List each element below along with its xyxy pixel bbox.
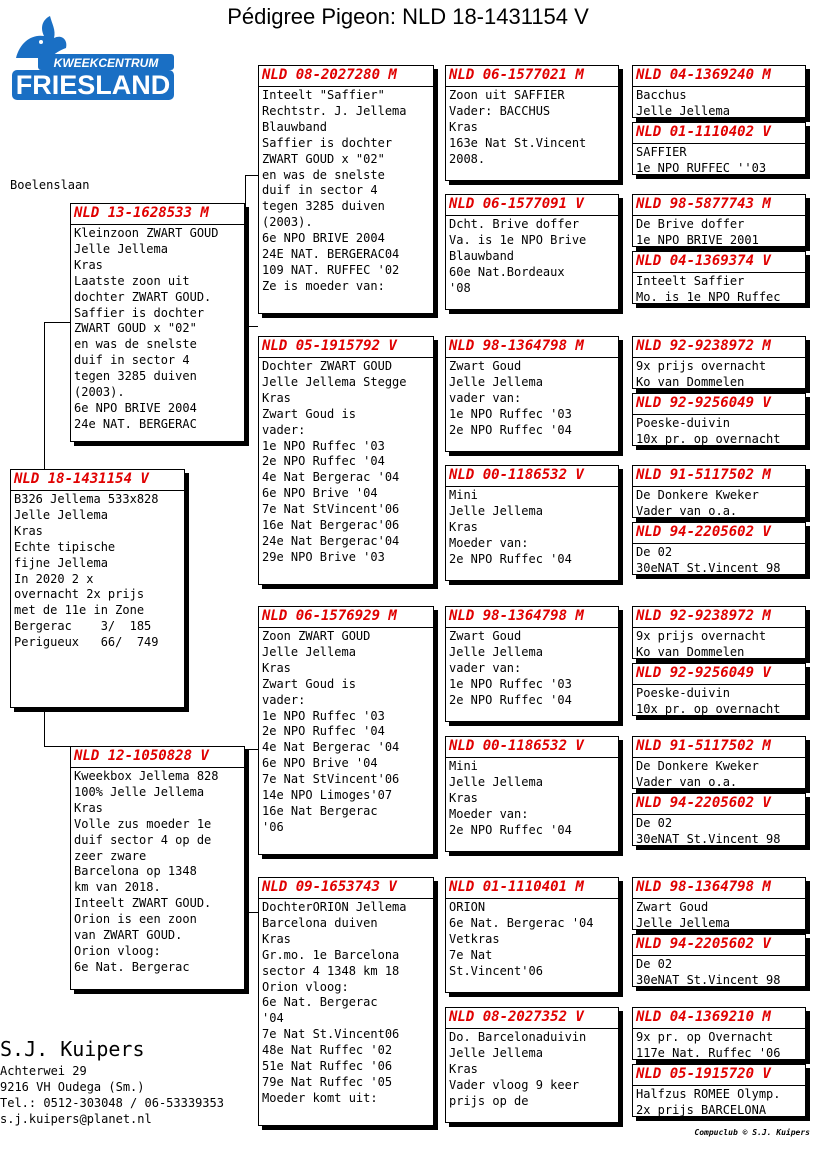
pigeon-notes bbox=[633, 899, 805, 932]
note-line: 30eNAT St.Vincent 98 bbox=[636, 972, 781, 987]
note-line: Kras bbox=[74, 257, 103, 272]
note-line: Barcelona op 1348 bbox=[74, 864, 197, 879]
pigeon-card-gggp7 bbox=[632, 465, 806, 518]
owner-address: Achterwei 29 bbox=[0, 1064, 87, 1078]
credit-text: Compuclub © S.J. Kuipers bbox=[694, 1128, 810, 1137]
owner-block bbox=[0, 1037, 224, 1127]
note-line: Inteelt "Saffier" bbox=[262, 88, 385, 102]
owner-email[interactable]: s.j.kuipers@planet.nl bbox=[0, 1112, 152, 1126]
ring-number: NLD 04-1369240 M bbox=[633, 66, 805, 87]
note-line: 2e NPO Ruffec '04 bbox=[449, 551, 572, 566]
note-line: 2e NPO Ruffec '04 bbox=[449, 422, 572, 437]
note-line: Orion vloog: bbox=[262, 979, 349, 994]
note-line: ZWART GOUD x "02" bbox=[262, 151, 385, 166]
pigeon-card-gp4 bbox=[258, 877, 434, 1126]
note-line: Saffier is dochter bbox=[74, 305, 205, 320]
note-line: Jelle Jellema bbox=[449, 503, 543, 518]
pigeon-notes bbox=[259, 628, 433, 836]
note-line: Mini bbox=[449, 488, 478, 502]
note-line: Gr.mo. 1e Barcelona bbox=[262, 947, 400, 962]
note-line: vader: bbox=[262, 692, 306, 707]
pigeon-card-gggp1 bbox=[632, 65, 806, 118]
note-line: 2e NPO Ruffec '04 bbox=[262, 454, 385, 469]
note-line: 2008. bbox=[449, 151, 486, 166]
pigeon-notes bbox=[259, 899, 433, 1107]
note-line: 60e Nat.Bordeaux bbox=[449, 264, 565, 279]
note-line: Rechtstr. J. Jellema bbox=[262, 103, 407, 118]
note-line: Kras bbox=[14, 523, 43, 538]
note-line: 6e NPO Brive '04 bbox=[262, 486, 378, 501]
note-line: 24E NAT. BERGERAC04 bbox=[262, 247, 400, 262]
pigeon-notes bbox=[446, 758, 618, 839]
note-line: 16e Nat Bergerac'06 bbox=[262, 518, 400, 533]
note-line: 16e Nat Bergerac bbox=[262, 803, 378, 818]
owner-city: 9216 VH Oudega (Sm.) bbox=[0, 1080, 145, 1094]
note-line: Vader van o.a. bbox=[636, 503, 738, 518]
pigeon-card-ggp2 bbox=[445, 194, 619, 310]
note-line: Mo. is 1e NPO Ruffec bbox=[636, 289, 781, 304]
note-line: Jelle Jellema bbox=[449, 1045, 543, 1060]
note-line: 24e Nat Bergerac'04 bbox=[262, 533, 400, 548]
pigeon-notes bbox=[633, 487, 805, 520]
pigeon-card-ggp5 bbox=[445, 606, 619, 722]
pigeon-card-gggp10 bbox=[632, 663, 806, 716]
note-line: zeer zware bbox=[74, 848, 147, 863]
note-line: 1e NPO RUFFEC ''03 bbox=[636, 160, 767, 175]
note-line: 163e Nat St.Vincent bbox=[449, 135, 587, 150]
note-line: 1e NPO BRIVE 2001 bbox=[636, 232, 759, 247]
pigeon-notes bbox=[71, 225, 244, 433]
note-line: Zoon uit SAFFIER bbox=[449, 88, 565, 102]
note-line: 117e Nat. Ruffec '06 bbox=[636, 1045, 781, 1060]
note-line: Bacchus bbox=[636, 88, 687, 102]
note-line: Bergerac 3/ 185 bbox=[14, 619, 152, 634]
note-line: 6e Nat. Bergerac bbox=[262, 995, 378, 1010]
pigeon-notes bbox=[633, 358, 805, 391]
note-line: duif sector 4 op de bbox=[74, 832, 212, 847]
note-line: 2x prijs BARCELONA bbox=[636, 1102, 767, 1117]
note-line: fijne Jellema bbox=[14, 555, 108, 570]
note-line: Halfzus ROMEE Olymp. bbox=[636, 1087, 781, 1101]
note-line: Blauwband bbox=[449, 248, 515, 263]
pigeon-card-gggp9 bbox=[632, 606, 806, 659]
note-line: 30eNAT St.Vincent 98 bbox=[636, 560, 781, 575]
note-line: met de 11e in Zone bbox=[14, 603, 145, 618]
note-line: (2003). bbox=[74, 385, 125, 400]
note-line: De Brive doffer bbox=[636, 217, 745, 231]
ring-number: NLD 05-1915720 V bbox=[633, 1065, 805, 1086]
pigeon-notes bbox=[259, 358, 433, 566]
ring-number: NLD 06-1577021 M bbox=[446, 66, 618, 87]
note-line: Kras bbox=[449, 1061, 478, 1076]
ring-number: NLD 92-9256049 V bbox=[633, 394, 805, 415]
note-line: vader: bbox=[262, 422, 306, 437]
note-line: Kras bbox=[74, 800, 103, 815]
ring-number: NLD 04-1369210 M bbox=[633, 1008, 805, 1029]
note-line: Poeske-duivin bbox=[636, 416, 730, 430]
note-line: 109 NAT. RUFFEC '02 bbox=[262, 262, 400, 277]
note-line: Ko van Dommelen bbox=[636, 644, 745, 659]
note-line: 6e NPO BRIVE 2004 bbox=[74, 400, 197, 415]
note-line: van ZWART GOUD. bbox=[74, 928, 183, 943]
note-line: Inteelt Saffier bbox=[636, 274, 745, 288]
note-line: 7e Nat StVincent'06 bbox=[262, 502, 400, 517]
note-line: 30eNAT St.Vincent 98 bbox=[636, 831, 781, 846]
pigeon-notes bbox=[633, 273, 805, 306]
note-line: SAFFIER bbox=[636, 145, 687, 159]
ring-number: NLD 94-2205602 V bbox=[633, 935, 805, 956]
note-line: Perigueux 66/ 749 bbox=[14, 635, 159, 650]
pigeon-card-gggp15 bbox=[632, 1007, 806, 1060]
note-line: '04 bbox=[262, 1011, 284, 1026]
note-line: Volle zus moeder 1e bbox=[74, 816, 212, 831]
pigeon-card-gggp16 bbox=[632, 1064, 806, 1117]
pigeon-card-gp3 bbox=[258, 606, 434, 855]
note-line: St.Vincent'06 bbox=[449, 963, 543, 978]
note-line: Jelle Jellema bbox=[449, 774, 543, 789]
pigeon-notes bbox=[633, 1029, 805, 1062]
note-line: 6e Nat. Bergerac '04 bbox=[449, 915, 594, 930]
note-line: 7e Nat St.Vincent06 bbox=[262, 1027, 400, 1042]
pigeon-notes bbox=[446, 358, 618, 439]
logo-bottom-text: FRIESLAND bbox=[15, 70, 171, 100]
pigeon-notes bbox=[446, 1029, 618, 1110]
note-line: 9x prijs overnacht bbox=[636, 629, 767, 643]
ring-number: NLD 98-1364798 M bbox=[446, 337, 618, 358]
ring-number: NLD 00-1186532 V bbox=[446, 466, 618, 487]
note-line: Kleinzoon ZWART GOUD bbox=[74, 226, 219, 240]
ring-number: NLD 09-1653743 V bbox=[259, 878, 433, 899]
ring-number: NLD 01-1110401 M bbox=[446, 878, 618, 899]
pigeon-card-subject bbox=[10, 469, 185, 708]
note-line: 4e Nat Bergerac '04 bbox=[262, 740, 400, 755]
ring-number: NLD 13-1628533 M bbox=[71, 204, 244, 225]
note-line: 10x pr. op overnacht bbox=[636, 701, 781, 716]
pigeon-notes bbox=[446, 87, 618, 168]
pigeon-card-gggp3 bbox=[632, 194, 806, 247]
note-line: 2e NPO Ruffec '04 bbox=[449, 692, 572, 707]
pigeon-card-gggp2 bbox=[632, 122, 806, 175]
note-line: Jelle Jellema bbox=[449, 374, 543, 389]
note-line: Zwart Goud bbox=[636, 900, 709, 914]
note-line: Dochter ZWART GOUD bbox=[262, 359, 393, 373]
pigeon-notes bbox=[11, 491, 184, 651]
note-line: Vader van o.a. bbox=[636, 774, 738, 789]
note-line: Jelle Jellema Stegge bbox=[262, 374, 407, 389]
note-line: 29e NPO Brive '03 bbox=[262, 549, 385, 564]
note-line: (2003). bbox=[262, 215, 313, 230]
note-line: Kras bbox=[262, 660, 291, 675]
note-line: Kras bbox=[449, 119, 478, 134]
note-line: 1e NPO Ruffec '03 bbox=[449, 676, 572, 691]
note-line: en was de snelste bbox=[262, 167, 385, 182]
note-line: '08 bbox=[449, 280, 471, 295]
pigeon-card-mother bbox=[70, 746, 245, 990]
note-line: 10x pr. op overnacht bbox=[636, 431, 781, 446]
ring-number: NLD 98-5877743 M bbox=[633, 195, 805, 216]
note-line: Kweekbox Jellema 828 bbox=[74, 769, 219, 783]
pigeon-card-father bbox=[70, 203, 245, 442]
pigeon-card-ggp6 bbox=[445, 736, 619, 852]
ring-number: NLD 04-1369374 V bbox=[633, 252, 805, 273]
note-line: prijs op de bbox=[449, 1093, 529, 1108]
pigeon-card-gggp6 bbox=[632, 393, 806, 446]
ring-number: NLD 08-2027280 M bbox=[259, 66, 433, 87]
note-line: Poeske-duivin bbox=[636, 686, 730, 700]
pigeon-card-ggp3 bbox=[445, 336, 619, 452]
dove-icon bbox=[16, 16, 66, 58]
pigeon-notes bbox=[633, 1086, 805, 1119]
pigeon-notes bbox=[259, 87, 433, 295]
note-line: Zwart Goud is bbox=[262, 676, 356, 691]
note-line: '06 bbox=[262, 819, 284, 834]
note-line: Jelle Jellema bbox=[636, 103, 730, 118]
pigeon-notes bbox=[71, 768, 244, 976]
ring-number: NLD 18-1431154 V bbox=[11, 470, 184, 491]
ring-number: NLD 92-9256049 V bbox=[633, 664, 805, 685]
pigeon-notes bbox=[633, 956, 805, 989]
note-line: 9x pr. op Overnacht bbox=[636, 1030, 774, 1044]
note-line: 2e NPO Ruffec '04 bbox=[262, 724, 385, 739]
note-line: 14e NPO Limoges'07 bbox=[262, 788, 393, 803]
note-line: De 02 bbox=[636, 816, 673, 830]
ring-number: NLD 08-2027352 V bbox=[446, 1008, 618, 1029]
ring-number: NLD 92-9238972 M bbox=[633, 337, 805, 358]
note-line: ORION bbox=[449, 900, 486, 914]
pigeon-card-gggp14 bbox=[632, 934, 806, 987]
note-line: Va. is 1e NPO Brive bbox=[449, 232, 587, 247]
pigeon-notes bbox=[446, 487, 618, 568]
note-line: Mini bbox=[449, 759, 478, 773]
note-line: B326 Jellema 533x828 bbox=[14, 492, 159, 506]
owner-phone: Tel.: 0512-303048 / 06-53339353 bbox=[0, 1096, 224, 1110]
pigeon-notes bbox=[633, 144, 805, 177]
friesland-logo bbox=[10, 14, 176, 102]
ring-number: NLD 06-1577091 V bbox=[446, 195, 618, 216]
note-line: 1e NPO Ruffec '03 bbox=[262, 438, 385, 453]
ring-number: NLD 98-1364798 M bbox=[633, 878, 805, 899]
note-line: Echte tipische bbox=[14, 539, 116, 554]
note-line: Jelle Jellema bbox=[262, 644, 356, 659]
note-line: De 02 bbox=[636, 545, 673, 559]
note-line: duif in sector 4 bbox=[74, 353, 190, 368]
pigeon-notes bbox=[633, 544, 805, 577]
pigeon-card-gggp5 bbox=[632, 336, 806, 389]
note-line: duif in sector 4 bbox=[262, 183, 378, 198]
pigeon-card-gp1 bbox=[258, 65, 434, 314]
note-line: en was de snelste bbox=[74, 337, 197, 352]
note-line: Dcht. Brive doffer bbox=[449, 217, 580, 231]
ring-number: NLD 00-1186532 V bbox=[446, 737, 618, 758]
note-line: 7e Nat bbox=[449, 947, 493, 962]
pigeon-notes bbox=[633, 87, 805, 120]
note-line: 6e NPO Brive '04 bbox=[262, 756, 378, 771]
pigeon-card-ggp8 bbox=[445, 1007, 619, 1123]
ring-number: NLD 98-1364798 M bbox=[446, 607, 618, 628]
note-line: 79e Nat Ruffec '05 bbox=[262, 1074, 393, 1089]
pigeon-card-ggp4 bbox=[445, 465, 619, 581]
pigeon-notes bbox=[633, 685, 805, 718]
note-line: Moeder van: bbox=[449, 535, 529, 550]
note-line: 7e Nat StVincent'06 bbox=[262, 772, 400, 787]
pigeon-notes bbox=[633, 628, 805, 661]
note-line: Kras bbox=[449, 519, 478, 534]
note-line: tegen 3285 duiven bbox=[262, 199, 385, 214]
pigeon-card-ggp7 bbox=[445, 877, 619, 993]
pigeon-card-gggp4 bbox=[632, 251, 806, 304]
note-line: vader van: bbox=[449, 660, 522, 675]
note-line: 48e Nat Ruffec '02 bbox=[262, 1043, 393, 1058]
note-line: Jelle Jellema bbox=[636, 915, 730, 930]
note-line: Vader vloog 9 keer bbox=[449, 1077, 580, 1092]
note-line: Ze is moeder van: bbox=[262, 278, 385, 293]
note-line: 100% Jelle Jellema bbox=[74, 784, 205, 799]
ring-number: NLD 06-1576929 M bbox=[259, 607, 433, 628]
note-line: km van 2018. bbox=[74, 880, 161, 895]
note-line: Do. Barcelonaduivin bbox=[449, 1030, 587, 1044]
pigeon-notes bbox=[633, 216, 805, 249]
note-line: Orion vloog: bbox=[74, 943, 161, 958]
note-line: 51e Nat Ruffec '06 bbox=[262, 1059, 393, 1074]
note-line: Ko van Dommelen bbox=[636, 374, 745, 389]
pigeon-notes bbox=[633, 415, 805, 448]
note-line: In 2020 2 x bbox=[14, 571, 94, 586]
note-line: 2e NPO Ruffec '04 bbox=[449, 822, 572, 837]
pigeon-card-gggp11 bbox=[632, 736, 806, 789]
pigeon-notes bbox=[446, 899, 618, 980]
ring-number: NLD 91-5117502 M bbox=[633, 466, 805, 487]
note-line: Barcelona duiven bbox=[262, 915, 378, 930]
note-line: Blauwband bbox=[262, 119, 328, 134]
note-line: Orion is een zoon bbox=[74, 912, 197, 927]
pigeon-notes bbox=[633, 758, 805, 791]
note-line: Jelle Jellema bbox=[74, 241, 168, 256]
note-line: tegen 3285 duiven bbox=[74, 369, 197, 384]
note-line: ZWART GOUD x "02" bbox=[74, 321, 197, 336]
note-line: 1e NPO Ruffec '03 bbox=[449, 406, 572, 421]
ring-number: NLD 91-5117502 M bbox=[633, 737, 805, 758]
note-line: DochterORION Jellema bbox=[262, 900, 407, 914]
note-line: De Donkere Kweker bbox=[636, 759, 759, 773]
note-line: 24e NAT. BERGERAC bbox=[74, 416, 197, 431]
note-line: vader van: bbox=[449, 390, 522, 405]
pigeon-card-gggp8 bbox=[632, 522, 806, 575]
note-line: 1e NPO Ruffec '03 bbox=[262, 708, 385, 723]
note-line: De Donkere Kweker bbox=[636, 488, 759, 502]
note-line: overnacht 2x prijs bbox=[14, 587, 145, 602]
note-line: sector 4 1348 km 18 bbox=[262, 963, 400, 978]
note-line: Zwart Goud bbox=[449, 629, 522, 643]
note-line: 6e Nat. Bergerac bbox=[74, 959, 190, 974]
note-line: Inteelt ZWART GOUD. bbox=[74, 896, 212, 911]
ring-number: NLD 01-1110402 V bbox=[633, 123, 805, 144]
note-line: Saffier is dochter bbox=[262, 135, 393, 150]
ring-number: NLD 12-1050828 V bbox=[71, 747, 244, 768]
note-line: Zoon ZWART GOUD bbox=[262, 629, 371, 643]
owner-name: S.J. Kuipers bbox=[0, 1037, 145, 1061]
ring-number: NLD 94-2205602 V bbox=[633, 523, 805, 544]
note-line: Jelle Jellema bbox=[14, 507, 108, 522]
pigeon-card-gp2 bbox=[258, 336, 434, 585]
logo-top-text: KWEEKCENTRUM bbox=[53, 56, 159, 70]
page-title: Pédigree Pigeon: NLD 18-1431154 V bbox=[227, 4, 589, 29]
note-line: Laatste zoon uit bbox=[74, 273, 190, 288]
pigeon-notes bbox=[633, 815, 805, 848]
note-line: Moeder van: bbox=[449, 806, 529, 821]
note-line: Jelle Jellema bbox=[449, 644, 543, 659]
pigeon-notes bbox=[446, 628, 618, 709]
pigeon-card-ggp1 bbox=[445, 65, 619, 181]
note-line: Kras bbox=[262, 390, 291, 405]
note-line: 4e Nat Bergerac '04 bbox=[262, 470, 400, 485]
note-line: Vader: BACCHUS bbox=[449, 103, 551, 118]
note-line: De 02 bbox=[636, 957, 673, 971]
ring-number: NLD 92-9238972 M bbox=[633, 607, 805, 628]
note-line: Moeder komt uit: bbox=[262, 1090, 378, 1105]
pigeon-card-gggp13 bbox=[632, 877, 806, 930]
note-line: 9x prijs overnacht bbox=[636, 359, 767, 373]
note-line: Kras bbox=[449, 790, 478, 805]
ring-number: NLD 05-1915792 V bbox=[259, 337, 433, 358]
pigeon-card-gggp12 bbox=[632, 793, 806, 846]
note-line: Zwart Goud bbox=[449, 359, 522, 373]
ring-number: NLD 94-2205602 V bbox=[633, 794, 805, 815]
note-line: Zwart Goud is bbox=[262, 406, 356, 421]
note-line: Vetkras bbox=[449, 931, 500, 946]
loft-name: Boelenslaan bbox=[10, 178, 90, 192]
note-line: Kras bbox=[262, 931, 291, 946]
pigeon-notes bbox=[446, 216, 618, 297]
note-line: 6e NPO BRIVE 2004 bbox=[262, 231, 385, 246]
note-line: dochter ZWART GOUD. bbox=[74, 289, 212, 304]
